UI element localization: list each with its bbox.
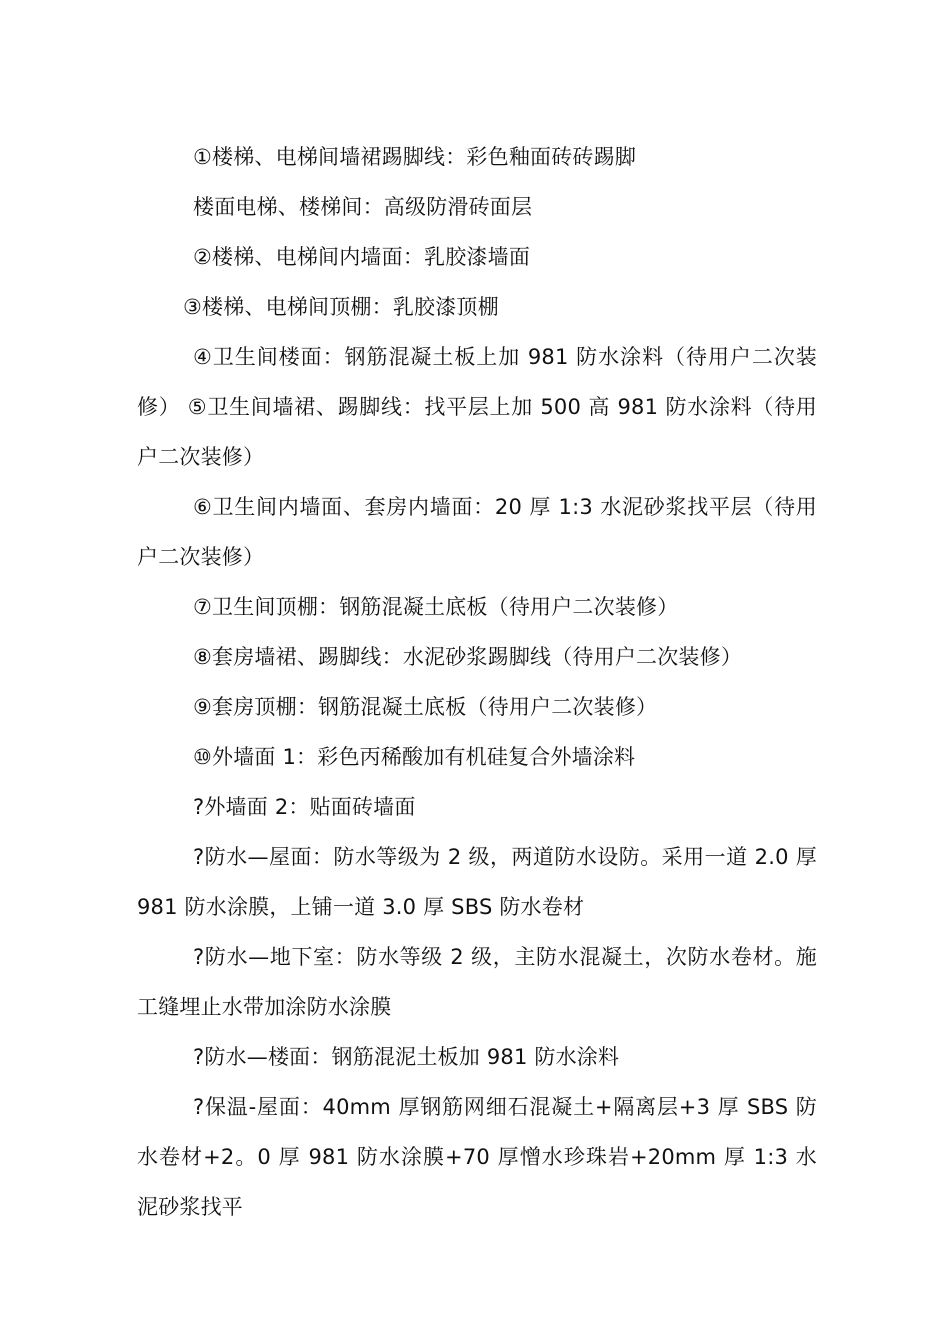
paragraph-exterior-wall-2: ?外墙面 2：贴面砖墙面 [193,795,416,819]
paragraph-stair-ceiling: ③楼梯、电梯间顶棚：乳胶漆顶棚 [183,295,499,319]
paragraph-bathroom-ceiling: ⑦卫生间顶棚：钢筋混凝土底板（待用户二次装修） [193,595,679,619]
document-body [137,132,817,1232]
paragraph-stair-floor: 楼面电梯、楼梯间：高级防滑砖面层 [193,195,533,219]
paragraph-stair-inner-wall: ②楼梯、电梯间内墙面：乳胶漆墙面 [193,245,531,269]
paragraph-waterproof-floor: ?防水—楼面：钢筋混泥土板加 981 防水涂料 [193,1045,620,1069]
paragraph-suite-skirting: ⑧套房墙裙、踢脚线：水泥砂浆踢脚线（待用户二次装修） [193,645,743,669]
paragraph-waterproof-roof: ?防水—屋面：防水等级为 2 级，两道防水设防。采用一道 2.0 厚 981 防水涂膜，上铺一道 3.0 厚 SBS 防水卷材 [137,845,817,919]
paragraph-bathroom-floor-wall: ④卫生间楼面：钢筋混凝土板上加 981 防水涂料（待用户二次装修） ⑤卫生间墙裙、踢脚线：找平层上加 500 高 981 防水涂料（待用户二次装修） [137,345,817,469]
paragraph-stair-skirting: ①楼梯、电梯间墙裙踢脚线：彩色釉面砖砖踢脚 [193,145,637,169]
paragraph-waterproof-basement: ?防水—地下室：防水等级 2 级，主防水混凝土，次防水卷材。施工缝埋止水带加涂防水涂膜 [137,945,817,1019]
paragraph-suite-ceiling: ⑨套房顶棚：钢筋混凝土底板（待用户二次装修） [193,695,658,719]
paragraph-bathroom-inner-wall: ⑥卫生间内墙面、套房内墙面：20 厚 1:3 水泥砂浆找平层（待用户二次装修） [137,495,817,569]
paragraph-insulation-roof: ?保温-屋面：40mm 厚钢筋网细石混凝土+隔离层+3 厚 SBS 防水卷材+2。0 厚 981 防水涂膜+70 厚憎水珍珠岩+20mm 厚 1:3 水泥砂浆找平 [137,1095,817,1219]
paragraph-exterior-wall-1: ⑩外墙面 1：彩色丙稀酸加有机硅复合外墙涂料 [193,745,636,769]
